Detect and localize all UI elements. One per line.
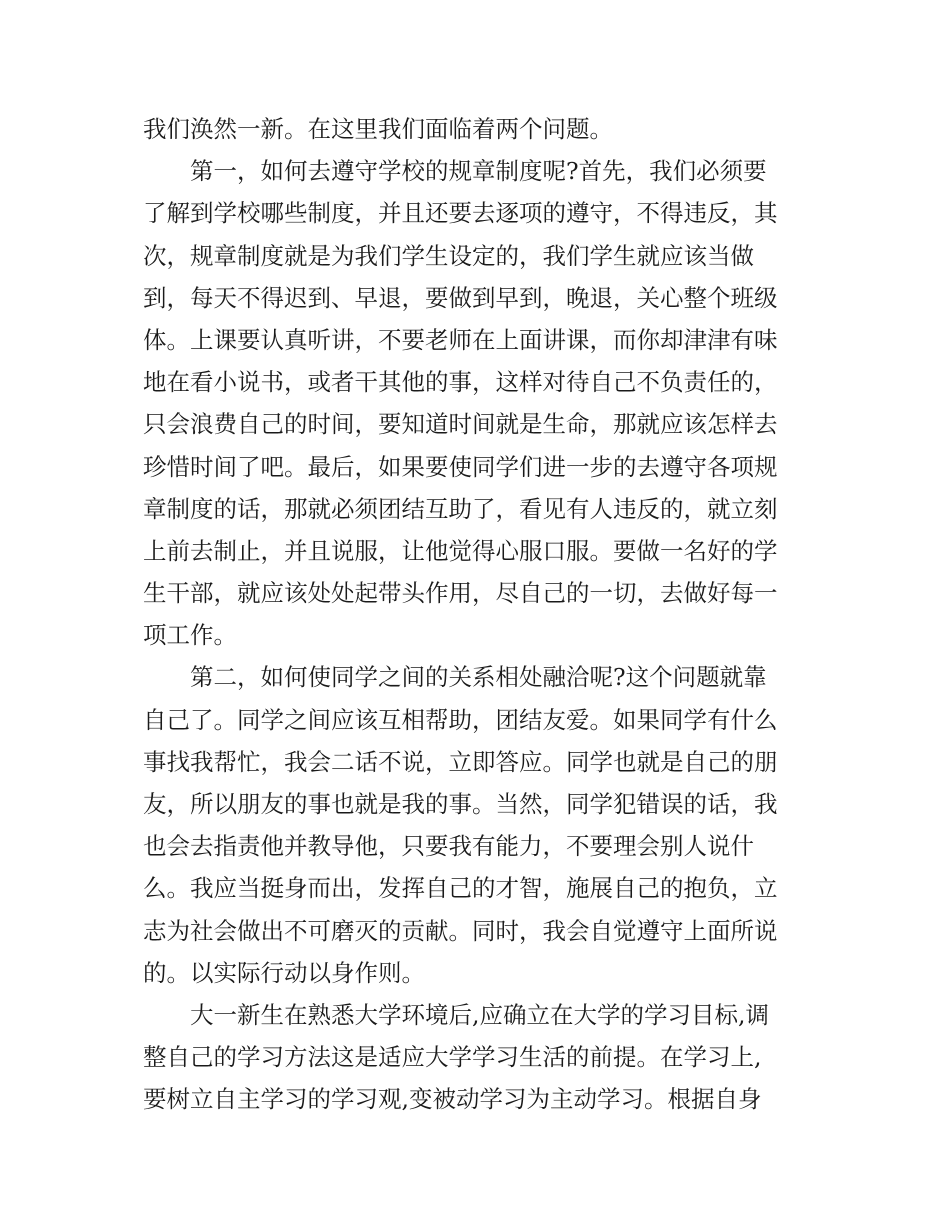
text-line: 到，每天不得迟到、早退，要做到早到，晚退，关心整个班级 <box>143 283 778 312</box>
text-line: 么。我应当挺身而出，发挥自己的才智，施展自己的抱负，立 <box>143 874 778 903</box>
text-line: 章制度的话，那就必须团结互助了，看见有人违反的，就立刻 <box>143 494 778 523</box>
text-line: 整自己的学习方法这是适应大学学习生活的前提。在学习上, <box>143 1043 762 1072</box>
text-line: 志为社会做出不可磨灭的贡献。同时，我会自觉遵守上面所说 <box>143 916 778 945</box>
text-line: 了解到学校哪些制度，并且还要去逐项的遵守，不得违反，其 <box>143 199 778 228</box>
text-line: 事找我帮忙，我会二话不说，立即答应。同学也就是自己的朋 <box>143 747 778 776</box>
document-body-text <box>143 108 815 1121</box>
text-line: 上前去制止，并且说服，让他觉得心服口服。要做一名好的学 <box>143 536 778 565</box>
paragraph-first-line: 第二，如何使同学之间的关系相处融洽呢?这个问题就靠 <box>190 663 767 692</box>
text-line: 也会去指责他并教导他，只要我有能力，不要理会别人说什 <box>143 832 754 861</box>
paragraph-first-line: 第一，如何去遵守学校的规章制度呢?首先，我们必须要 <box>190 157 767 186</box>
text-line: 体。上课要认真听讲，不要老师在上面讲课，而你却津津有味 <box>143 325 778 354</box>
text-line: 要树立自主学习的学习观,变被动学习为主动学习。根据自身 <box>143 1085 762 1114</box>
text-line: 珍惜时间了吧。最后，如果要使同学们进一步的去遵守各项规 <box>143 452 778 481</box>
text-line: 的。以实际行动以身作则。 <box>143 958 425 987</box>
text-line: 生干部，就应该处处起带头作用，尽自己的一切，去做好每一 <box>143 579 778 608</box>
text-line: 地在看小说书，或者干其他的事，这样对待自己不负责任的， <box>143 368 778 397</box>
text-line: 自己了。同学之间应该互相帮助，团结友爱。如果同学有什么 <box>143 705 778 734</box>
text-line: 次，规章制度就是为我们学生设定的，我们学生就应该当做 <box>143 241 754 270</box>
text-line: 我们涣然一新。在这里我们面临着两个问题。 <box>143 115 613 143</box>
text-line: 只会浪费自己的时间，要知道时间就是生命，那就应该怎样去 <box>143 410 778 439</box>
text-line: 友，所以朋友的事也就是我的事。当然，同学犯错误的话，我 <box>143 790 778 818</box>
paragraph-first-line: 大一新生在熟悉大学环境后,应确立在大学的学习目标,调 <box>190 1000 769 1029</box>
text-line: 项工作。 <box>143 621 237 650</box>
